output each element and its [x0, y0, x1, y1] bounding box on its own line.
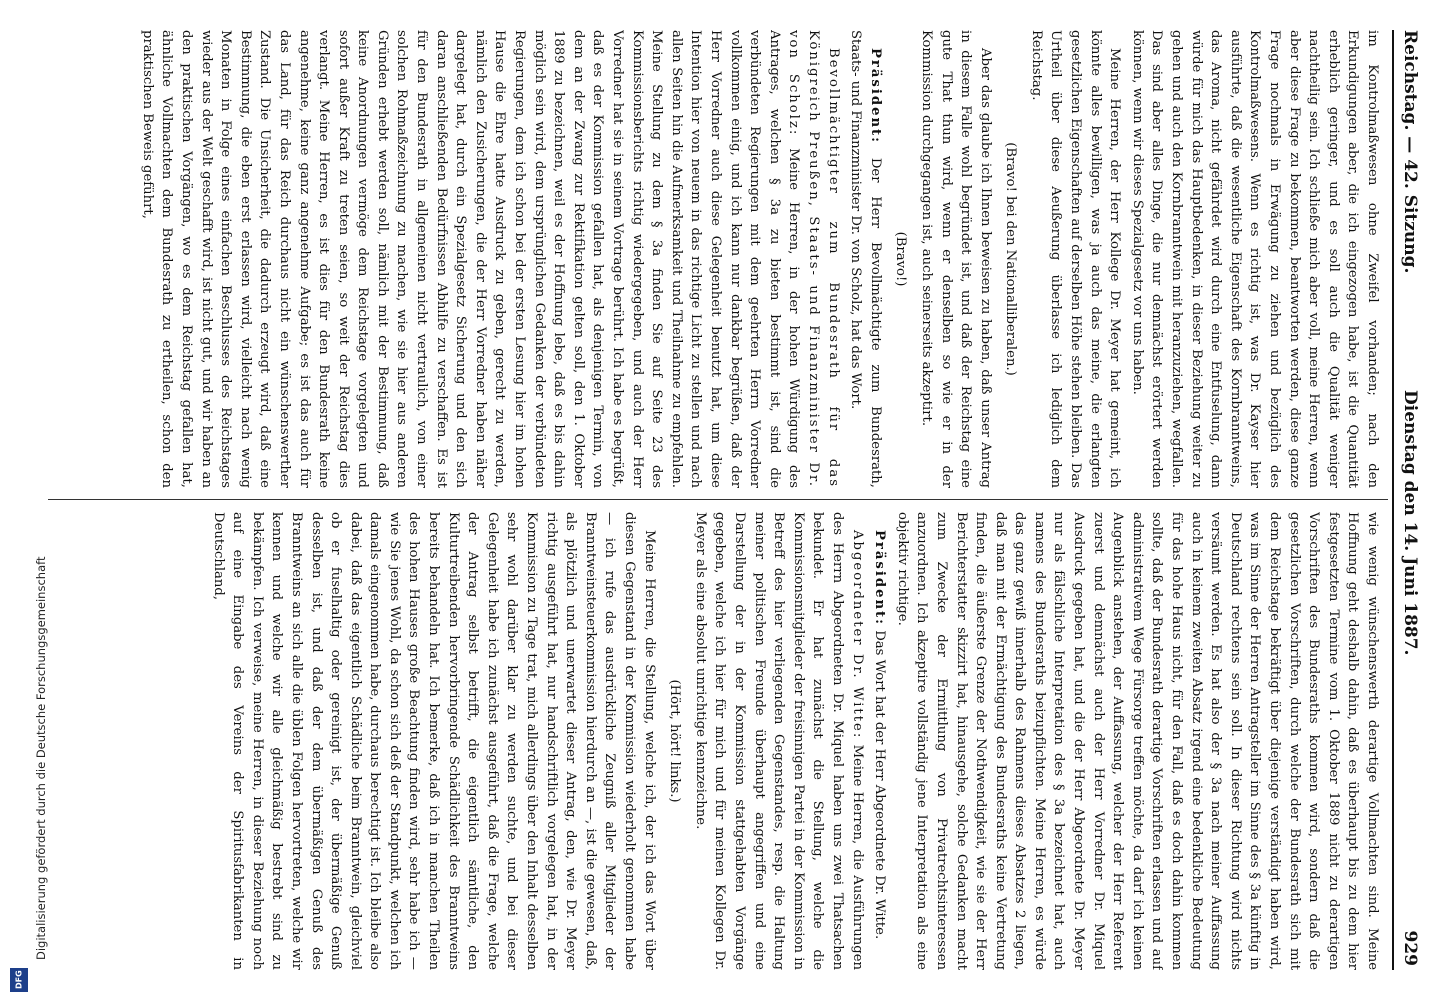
digitization-note: Digitalisierung gefördert durch die Deutsche Forschungsgemeinschaft: [34, 556, 48, 960]
page-header: [1392, 30, 1424, 970]
paragraph: Meine Herren, die Stellung, welche ich, der ich das Wort über diesen Gegenstand in der Kommission wiederholt genommen habe — ich rufe das ausdrückliche Zeugniß aller Mitglieder der Branntweinsteuerkommission hierdurch an —, ist die gewesen, daß, als plötzlich und unerwartet dieser Antrag, den, wie Dr. Meyer richtig ausgeführt hat, nur handschriftlich vorgelegen hat, in der Kommission zu Tage trat, mich allerdings über den Inhalt desselben sehr wohl darüber klar zu werden suchte, und bei dieser Gelegenheit habe ich zunächst ausgeführt, daß die Frage, welche der Antrag selbst betrifft, die eigentlich sämtliche, den Kulturtreibenden hervorbringende Schädlichkeit des Branntweins bereits behandeln hat. Ich bemerke, daß ich in manchen Theilen des hohen Hauses große Beachtung finden wird, sehr habe ich — wie Sie jenes Wohl, da schon sich deß der Standpunkt, welchen ich damals eingenommen habe, durchaus berechtigt ist. Ich bleibe also dabei, daß das eigentlich Schädliche beim Branntwein, gleichviel ob er fuselhaltig oder gereinigt ist, der übermäßige Genuß desselben ist, und daß der dem übermäßigen Genuß des Branntweins an sich alle die üblen Folgen hervortreten, welche wir kennen und welche wir alle gleichmäßig bestrebt sind zu bekämpfen. Ich verweise, meine Herren, in dieser Beziehung noch auf eine Eingabe des Vereins der Spiritusfabrikanten in Deutschland,: [210, 512, 657, 970]
speaker-paragraph: [137, 30, 842, 488]
interjection: (Bravo! bei den Nationalliberalen.): [1003, 142, 1019, 376]
header-date: Dienstag den 14. Juni 1887.: [1400, 390, 1420, 656]
paragraph-text: Das Wort hat der Herr Abgeordnete Dr. Witte.: [872, 630, 888, 940]
document-page: [42, 30, 1424, 970]
header-title: Reichstag. — 42. Sitzung.: [1400, 30, 1420, 274]
column-divider: [48, 499, 1388, 500]
speaker-paragraph: [690, 512, 866, 970]
paragraph: wie wenig wünschenswerth derartige Vollmachten sind. Meine Hoffnung geht deshalb dahin, daß es überhaupt bis zu dem hier festgesetzten Termine vom 1. Oktober 1889 nicht zu derartigen Vorschriften des Bundesraths kommen wird, sondern daß die gesetzlichen Vorschriften, durch welche der Bundesrath sich mit dem Reichstage bekräftigt über diejenige verständigt haben wird, was im Sinne der Herren Antragsteller im Sinne des § 3a künftig in Deutschland rechtens sein soll. In dieser Richtung wird nichts versäumt werden. Es hat also der § 3a nach meiner Auffassung auch in keinem zweiten Absatz irgend eine bedenkliche Bedeutung für das hohe Haus nicht, für den Fall, daß es doch dahin kommen sollte, daß der Bundesrath derartige Vorschriften erlassen und auf administrativem Wege Fürsorge treffen möchte, da darf ich keinen Augenblick anstehen, der Auffassung, welcher der Herr Referent zuerst und demnächst auch der Herr Vorredner Dr. Miquel Ausdruck gegeben hat, und die der Herr Abgeordnete Dr. Meyer nur als fälschliche Interpretation des § 3a bezeichnet hat, auch namens des Bundesraths beizupflichten. Meine Herren, es würde das ganz gewiß innerhalb des Rahmens dieses Absatzes 2 liegen, daß man mit der Ermächtigung des Bundesraths keine Vertretung finden, die äußerste Grenze der Nothwendigkeit, wie sie der Herr Berichterstatter skizzirt hat, hinausgehe, solche Gedanken macht zum Zwecke der Ermittlung von Privatrechtsinteressen anzuordnen. Ich akzeptire vollständig jene Interpretation als eine objektiv richtige.: [894, 512, 1380, 970]
interjection: (Hört, hört! links.): [667, 679, 683, 803]
speaker-paragraph: [870, 512, 890, 970]
paragraph-text: Meine Herren, in der hohen Würdigung des Antrages, welchen § 3a zu bieten bestimmt ist, sind die verbündeten Regierungen mit dem geehrten Herrn Vorredner vollkommen einig, und ich kann nur dankbar begrüßen, daß der Herr Vorredner auch diese Gelegenheit benutzt hat, um diese Intention hier von neuem in das richtige Licht zu stellen und nach allen Seiten hin die Aufmerksamkeit und Theilnahme zu empfehlen. Meine Stellung zu dem § 3a finden Sie auf Seite 23 des Kommissionsberichts richtig wiedergegeben, und auch der Herr Vorredner hat sie in seinem Vortrage berührt. Ich habe es begrüßt, daß es der Kommission gefallen hat, als denjenigen Termin, von dem an der Zwang zur Rektifikation gelten soll, den 1. Oktober 1889 zu bezeichnen, weil es der Hoffnung lebe, daß es bis dahin möglich sein wird, dem ursprünglichen Gedanken der verbündeten Regierungen, dem ich schon bei der ersten Lesung hier im hohen Hause die Ehre hatte Ausdruck zu geben, gerecht zu werden, nämlich den Zusicherungen, die der Herr Vorredner haben näher dargelegt hat, durch ein Spezialgesetz Sicherung und den sich daran anschließenden Bedürfnissen Abhilfe zu verschaffen. Es ist für den Bundesrath in allgemeinen nicht vertraulich, von einer solchen Rohmaßzeichnung zu machen, wie sie hier aus anderen Gründen erhebt werden soll, nämlich mit der Bestimmung, daß keine Anordnungen vermöge dem Reichstage vorgelegten und sofort außer Kraft zu treten seien, so weit der Reichstag dies verlangt. Meine Herren, es ist dies für den Bundesrath keine angenehme, keine ganz angenehme Aufgabe; es ist das auch für das Land, für das Reich durchaus nicht ein wünschenswerther Zustand. Die Unsicherheit, die dadurch erzeugt wird, daß eine Bestimmung, die eben erst erlassen wird, vielleicht nach wenig Monaten in Folge eines einfachen Beschlusses des Reichstages wieder aus der Welt geschafft wird, ist nicht gut, und wir haben an den praktischen Vorgängen, wo es dem Reichstag gefallen hat, ähnliche Vollmachten dem Bundesrath zu ertheilen, schon den praktischen Beweis geführt,: [139, 30, 802, 488]
speaker-label: Präsident:: [867, 48, 883, 145]
right-column: [52, 512, 1382, 970]
speaker-label: Abgeordneter Dr. Witte:: [849, 530, 865, 740]
paragraph: Meine Herren, der Herr Kollege Dr. Meyer hat gemeint, ich könnte alles bewilligen, was ja auch das meine, die erlangten gesetzlichen Eigenschaften auf derselben Höhe stehen bleiben. Das Urtheil über diese Aeußerung überlasse ich lediglich dem Reichstag.: [1028, 30, 1123, 488]
dfg-logo: DFG: [10, 968, 28, 992]
interjection: (Bravo!): [893, 231, 909, 287]
digitization-sidebar: [8, 0, 48, 1000]
paragraph-text: Der Herr Bevollmächtigte zum Bundesrath, Staats- und Finanzminister Dr. von Scholz, hat das Wort.: [848, 30, 883, 488]
left-column: [52, 30, 1382, 488]
speaker-paragraph: [846, 30, 885, 488]
page-number: 929: [1400, 930, 1420, 966]
paragraph: Aber das glaube ich Ihnen beweisen zu haben, daß unser Antrag in diesem Falle wohl begründet ist, und daß der Reichstag eine gute That thun wird, wenn er denselben so wie er in der Kommission durchgegangen ist, auch seinerseits akzeptirt.: [918, 30, 993, 488]
speaker-label: Präsident:: [872, 530, 888, 627]
paragraph-text: Meine Herren, die Ausführungen des Herrn Abgeordneten Dr. Miquel haben uns zwei Thatsachen bekundet. Er hat zunächst die Stellung, welche die Kommissionsmitglieder der freisinnigen Partei in der Kommission in Betreff des hier verliegenden Gegenstandes, resp. die Haltung meiner politischen Freunde überhaupt angegriffen und eine Darstellung der in der Kommission stattgehabten Vorgänge gegeben, welche ich hier für mich und für meinen Kollegen Dr. Meyer als eine absolut unrichtige kennzeichne.: [692, 512, 865, 970]
speaker-label: Bevollmächtigter zum Bundesrath für das Königreich Preußen, Staats- und Finanzminister Dr. von Scholz:: [786, 30, 841, 488]
paragraph: im Kontrolmaßwesen ohne Zweifel vorhanden; nach den Erkundigungen aber, die ich eingezogen habe, ist die Quantität erheblich geringer, und es soll auch die Qualität weniger nachtheilig sein. Ich schließe mich aber voll, meine Herren, wenn aber diese Frage zu bekommen, beantworten werden, diese ganze Frage nochmals in Erwägung zu ziehen und bezüglich des Kontrolmaßwesens. Wenn es richtig ist, was Dr. Kayser hier ausführte, daß die wesentliche Eigenschaft des Kornbranntweins, das Aroma, nicht gefährdet wird durch eine Entfuselung, dann würde für mich das Hauptbedenken, in dieser Beziehung weiter zu gehen und auch den Kornbranntwein mit heranzuziehen, wegfallen. Das sind aber alles Dinge, die nur demnächst erörtert werden können, wenn wir dieses Spezialgesetz vor uns haben.: [1129, 30, 1380, 488]
